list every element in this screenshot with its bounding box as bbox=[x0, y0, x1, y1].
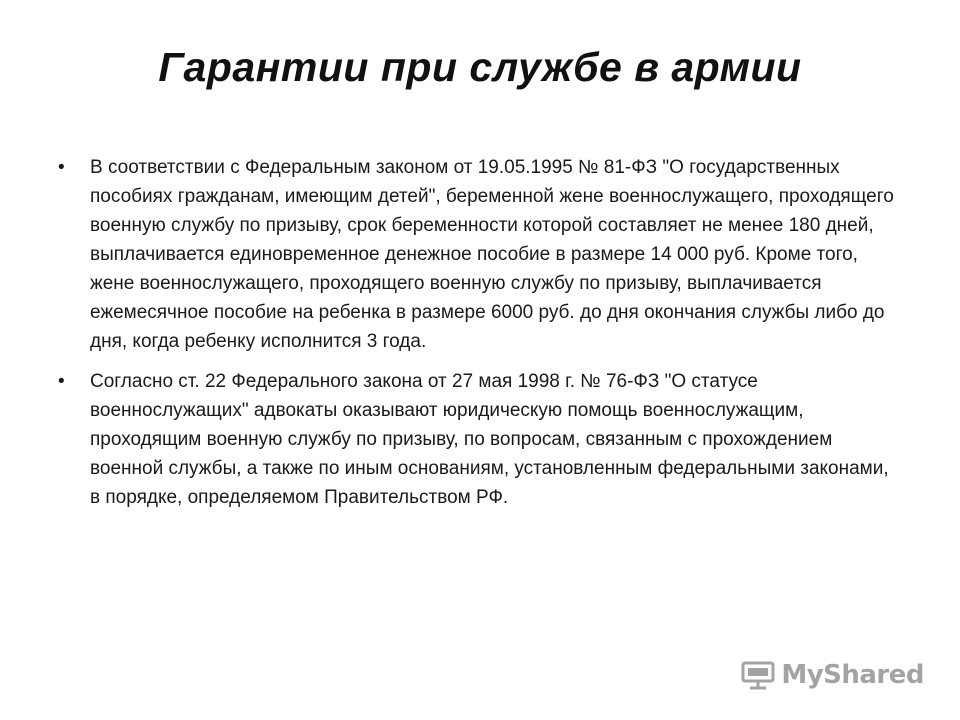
watermark bbox=[741, 660, 924, 690]
slide-title: Гарантии при службе в армии bbox=[158, 44, 802, 90]
bullet-item: • Согласно ст. 22 Федерального закона от 27 мая 1998 г. № 76-ФЗ "О статусе военнослужащих" адвокаты оказывают юридическую помощь военнослужащим, проходящим военную службу по призыву, по вопросам, связанным с прохождением военной службы, а также по иным основаниям, установленным федеральными законами, в порядке, определяемом Правительством РФ. bbox=[90, 367, 900, 512]
watermark-text: MyShared bbox=[781, 660, 924, 690]
bullet-list bbox=[90, 153, 900, 523]
presentation-board-icon bbox=[741, 660, 775, 690]
bullet-item: • В соответствии с Федеральным законом от 19.05.1995 № 81-ФЗ "О государственных пособиях гражданам, имеющим детей", беременной жене военнослужащего, проходящего военную службу по призыву, срок беременности которой составляет не менее 180 дней, выплачивается единовременное денежное пособие в размере 14 000 руб. Кроме того, жене военнослужащего, проходящего военную службу по призыву, выплачивается ежемесячное пособие на ребенка в размере 6000 руб. до дня окончания службы либо до дня, когда ребенку исполнится 3 года. bbox=[90, 153, 900, 356]
